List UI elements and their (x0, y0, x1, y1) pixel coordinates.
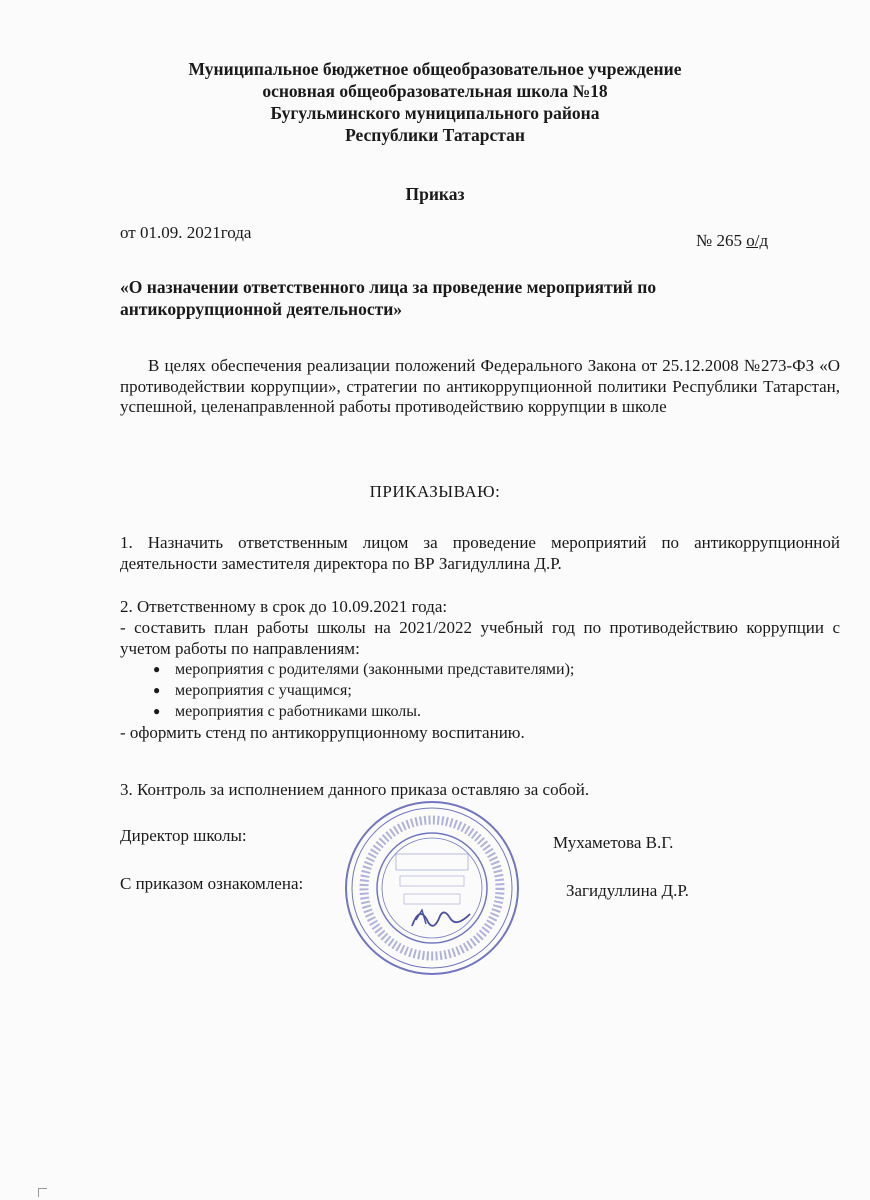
header-line-2: основная общеобразовательная школа №18 (262, 81, 608, 101)
bullet-icon: ● (153, 662, 161, 676)
list-item (153, 659, 840, 680)
subject-line-1: «О назначении ответственного лица за проведение мероприятий по (120, 277, 657, 297)
order-subject (120, 276, 780, 320)
directions-list (120, 659, 840, 722)
order-number (696, 231, 768, 251)
item-2-task-plan: - составить план работы школы на 2021/2022 учебный год по противодействию коррупции с учетом работы по направлениям: (120, 618, 840, 658)
acknowledgement-label: С приказом ознакомлена: (120, 874, 304, 893)
header-line-3: Бугульминского муниципального района (270, 103, 600, 123)
list-item (153, 680, 840, 701)
order-number-prefix: № 265 (696, 231, 742, 250)
bullet-icon: ● (153, 683, 161, 697)
header-line-1: Муниципальное бюджетное общеобразовательное учреждение (188, 59, 682, 79)
header-line-4: Республики Татарстан (345, 125, 525, 145)
item-2-task-stand: - оформить стенд по антикоррупционному воспитанию. (120, 723, 525, 742)
orders-heading: ПРИКАЗЫВАЮ: (369, 482, 501, 501)
list-item-text: мероприятия с учащимся; (175, 682, 352, 699)
document-title: Приказ (405, 184, 465, 204)
order-date: от 01.09. 2021года (120, 223, 252, 242)
acknowledgement-name: Загидуллина Д.Р. (566, 881, 689, 900)
subject-line-2: антикоррупционной деятельности» (120, 299, 403, 319)
item-2-intro: 2. Ответственному в срок до 10.09.2021 года: (120, 597, 448, 616)
order-number-suffix: о/д (746, 231, 769, 250)
scan-corner-mark (38, 1188, 47, 1197)
bullet-icon: ● (153, 704, 161, 718)
institution-header (0, 58, 870, 146)
list-item-text: мероприятия с работниками школы. (175, 703, 421, 720)
order-item-2 (120, 596, 840, 743)
director-label: Директор школы: (120, 826, 247, 845)
list-item (153, 701, 840, 722)
director-name: Мухаметова В.Г. (553, 833, 674, 852)
order-item-1: 1. Назначить ответственным лицом за проведение мероприятий по антикоррупционной деятельности заместителя директора по ВР Загидуллина Д.Р. (120, 533, 840, 573)
school-seal (342, 798, 522, 978)
order-item-3: 3. Контроль за исполнением данного приказа оставляю за собой. (120, 780, 590, 799)
list-item-text: мероприятия с родителями (законными представителями); (175, 661, 575, 678)
preamble-paragraph: В целях обеспечения реализации положений Федерального Закона от 25.12.2008 №273-ФЗ «О противодействии коррупции», стратегии по антикоррупционной политики Республики Татарстан, успешной, целенаправленной работы противодействию коррупции в школе (120, 356, 840, 416)
